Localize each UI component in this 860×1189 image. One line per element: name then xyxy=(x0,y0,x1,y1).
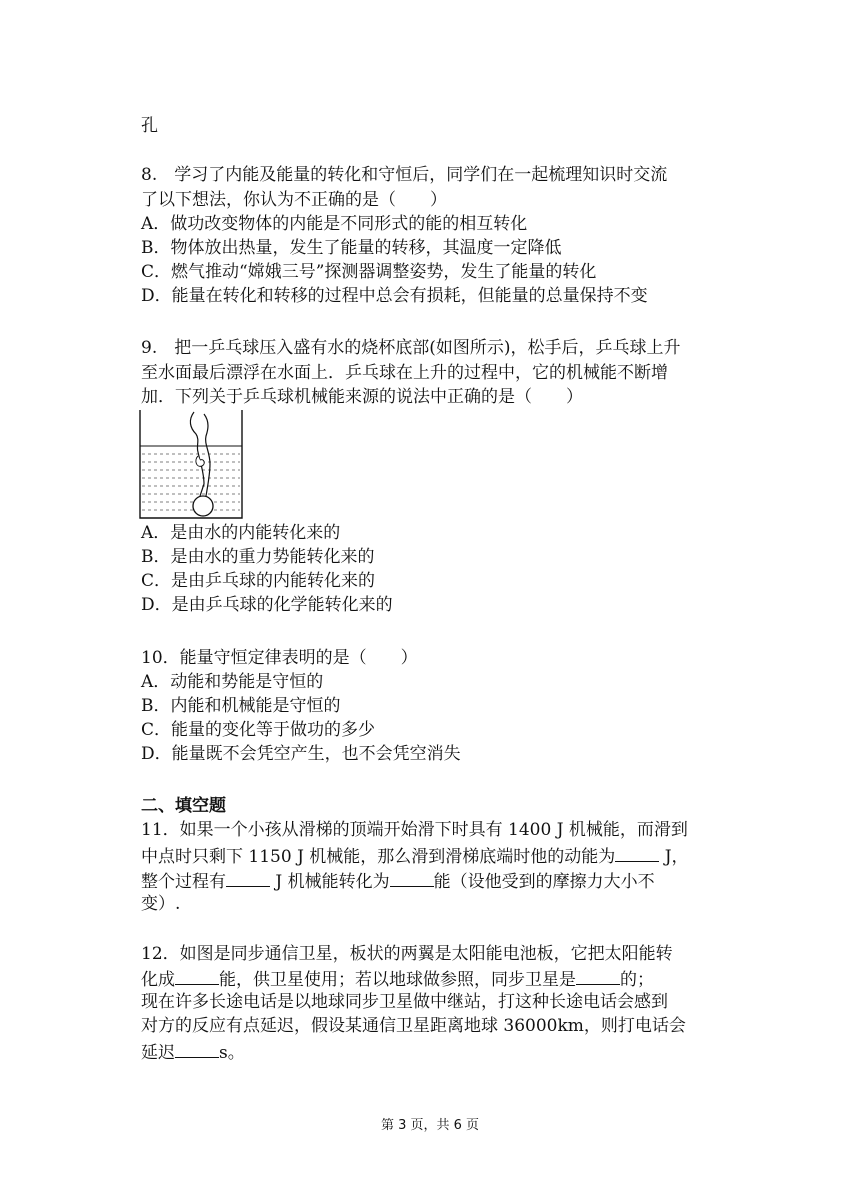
q8-option-c: C．燃气推动“嫦娥三号”探测器调整姿势，发生了能量的转化 xyxy=(141,262,597,282)
q12-blank-1[interactable] xyxy=(175,966,219,985)
q12-line-2-text-c: 的； xyxy=(620,970,654,990)
q9-option-a: A．是由水的内能转化来的 xyxy=(141,523,341,543)
q12-line-2 xyxy=(141,966,741,992)
q9-option-c: C．是由乒乓球的内能转化来的 xyxy=(141,571,376,591)
section-title-fill-in: 二、填空题 xyxy=(141,796,226,816)
q10-stem: 10．能量守恒定律表明的是（ ） xyxy=(141,648,418,668)
q12-line-2-text-b: 能，供卫星使用；若以地球做参照，同步卫星是 xyxy=(219,970,576,990)
q9-stem-line-1: 9. 把一乒乓球压入盛有水的烧杯底部(如图所示)，松手后，乒乓球上升 xyxy=(141,338,681,358)
q8-option-d: D．能量在转化和转移的过程中总会有损耗，但能量的总量保持不变 xyxy=(141,286,648,306)
q11-line-3 xyxy=(141,868,741,894)
q8-stem-line-2: 了以下想法，你认为不正确的是（ ） xyxy=(141,190,447,210)
q12-line-1: 12．如图是同步通信卫星，板状的两翼是太阳能电池板，它把太阳能转 xyxy=(141,944,673,964)
q8-stem-line-1: 8. 学习了内能及能量的转化和守恒后，同学们在一起梳理知识时交流 xyxy=(141,165,668,185)
q12-blank-2[interactable] xyxy=(576,966,620,985)
q11-blank-2[interactable] xyxy=(226,868,270,887)
q8-option-a: A．做功改变物体的内能是不同形式的能的相互转化 xyxy=(141,214,528,234)
q11-line-2-unit: J， xyxy=(659,847,689,867)
q11-line-2-text: 中点时只剩下 1150 J 机械能，那么滑到滑梯底端时他的动能为 xyxy=(141,847,616,867)
q12-line-3: 现在许多长途电话是以地球同步卫星做中继站，打这种长途电话会感到 xyxy=(141,992,668,1012)
q12-line-5 xyxy=(141,1039,741,1065)
q10-option-b: B．内能和机械能是守恒的 xyxy=(141,696,341,716)
q9-option-d: D．是由乒乓球的化学能转化来的 xyxy=(141,595,393,615)
q12-blank-3[interactable] xyxy=(175,1039,219,1058)
q9-stem-line-2: 至水面最后漂浮在水面上．乒乓球在上升的过程中，它的机械能不断增 xyxy=(141,363,668,383)
q8-option-b: B．物体放出热量，发生了能量的转移，其温度一定降低 xyxy=(141,238,562,258)
q10-option-d: D．能量既不会凭空产生，也不会凭空消失 xyxy=(141,744,461,764)
q11-line-2 xyxy=(141,843,741,869)
q11-line-3-text-c: 能（设他受到的摩擦力大小不 xyxy=(433,872,655,892)
q12-line-4: 对方的反应有点延迟，假设某通信卫星距离地球 36000km，则打电话会 xyxy=(141,1016,686,1036)
q11-line-1: 11．如果一个小孩从滑梯的顶端开始滑下时具有 1400 J 机械能，而滑到 xyxy=(141,820,688,840)
q10-option-c: C．能量的变化等于做功的多少 xyxy=(141,720,376,740)
q12-line-2-text-a: 化成 xyxy=(141,970,175,990)
q11-blank-3[interactable] xyxy=(390,868,434,887)
q12-line-5-unit: s。 xyxy=(219,1043,245,1063)
beaker-with-ping-pong-ball-figure xyxy=(138,408,246,520)
q9-option-b: B．是由水的重力势能转化来的 xyxy=(141,547,375,567)
q9-stem-line-3: 加．下列关于乒乓球机械能来源的说法中正确的是（ ） xyxy=(141,387,583,407)
q11-line-3-text-a: 整个过程有 xyxy=(141,872,226,892)
q11-blank-1[interactable] xyxy=(615,843,659,862)
q12-line-5-text: 延迟 xyxy=(141,1043,175,1063)
q11-line-4: 变）. xyxy=(141,894,181,914)
q10-option-a: A．动能和势能是守恒的 xyxy=(141,672,324,692)
previous-question-fragment: 孔 xyxy=(141,116,158,136)
q11-line-3-text-b: J 机械能转化为 xyxy=(270,872,390,892)
page-footer: 第 3 页，共 6 页 xyxy=(380,1118,480,1133)
